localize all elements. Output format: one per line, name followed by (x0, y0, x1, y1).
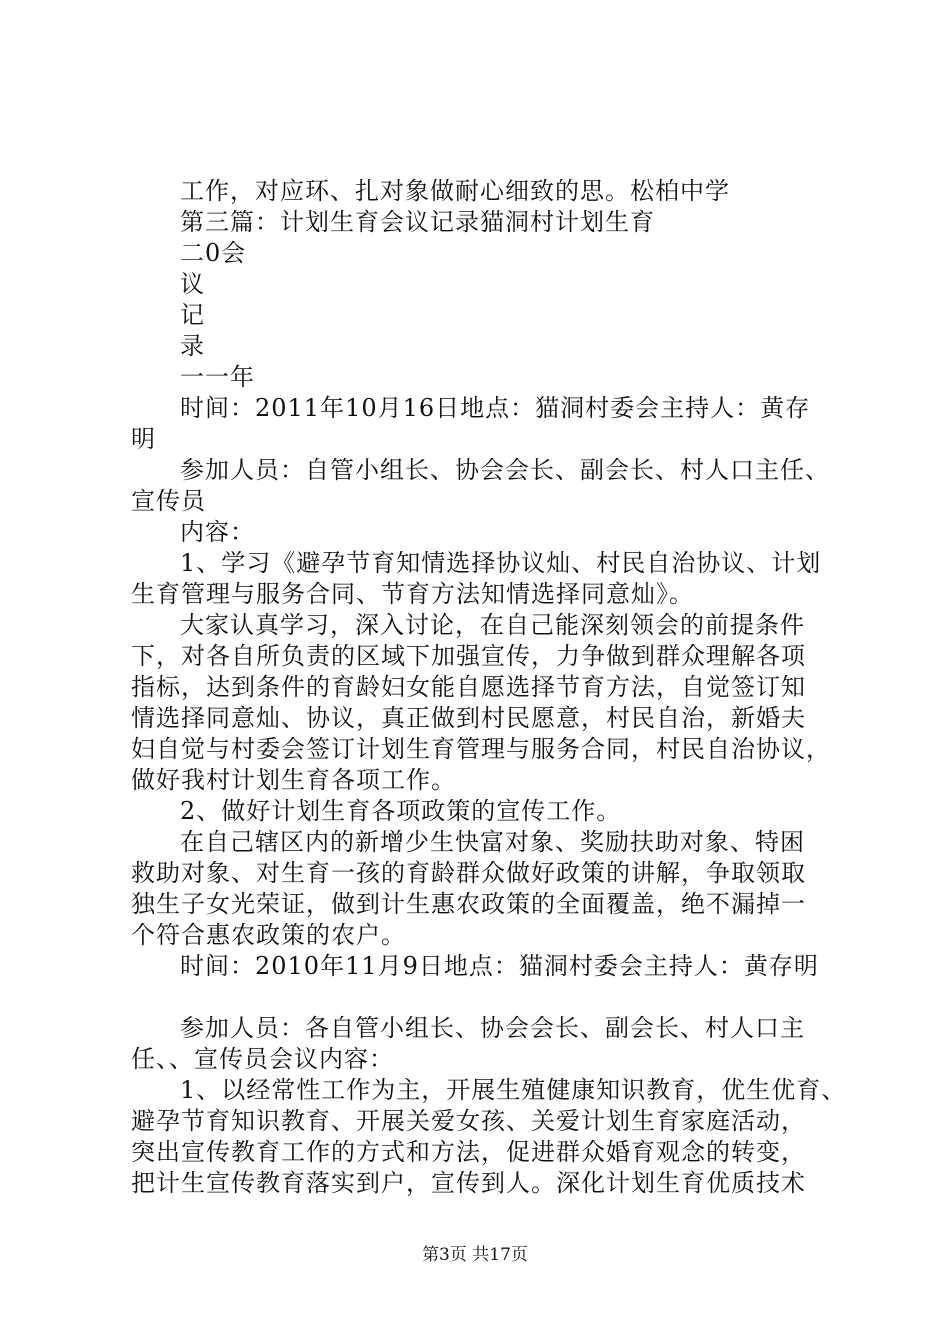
text-line: 明 (131, 425, 156, 453)
attendees-line: 参加人员：各自管小组长、协会会长、副会长、村人口主 (180, 1014, 805, 1042)
text-line: 二0会 (180, 239, 247, 267)
text-line: 大家认真学习，深入讨论，在自己能深刻领会的前提条件 (180, 611, 805, 639)
text-line: 把计生宣传教育落实到户，宣传到人。深化计划生育优质技术 (131, 1169, 806, 1197)
meeting-time-line: 时间：2011年10月16日地点：猫洞村委会主持人：黄存 (180, 394, 811, 422)
text-line: 个符合惠农政策的农户。 (131, 921, 406, 949)
text-line: 独生子女光荣证，做到计生惠农政策的全面覆盖，绝不漏掉一 (131, 890, 806, 918)
text-line: 下，对各自所负责的区域下加强宣传，力争做到群众理解各项 (131, 642, 806, 670)
text-line: 指标，达到条件的育龄妇女能自愿选择节育方法，自觉签订知 (131, 673, 806, 701)
text-line: 2、做好计划生育各项政策的宣传工作。 (180, 797, 622, 825)
text-line: 生育管理与服务合同、节育方法知情选择同意灿》。 (131, 580, 694, 608)
text-line: 一一年 (180, 363, 255, 391)
text-line: 救助对象、对生育一孩的育龄群众做好政策的讲解，争取领取 (131, 859, 806, 887)
text-line: 第三篇：计划生育会议记录猫洞村计划生育 (180, 208, 655, 236)
text-line: 在自己辖区内的新增少生快富对象、奖励扶助对象、特困 (180, 828, 805, 856)
text-line: 工作，对应环、扎对象做耐心细致的思。松柏中学 (180, 177, 730, 205)
text-line: 妇自觉与村委会签订计划生育管理与服务合同，村民自治协议， (131, 735, 831, 763)
content-label: 内容： (180, 518, 255, 546)
meeting-time-line: 时间：2010年11月9日地点：猫洞村委会主持人：黄存明 (180, 952, 819, 980)
text-line: 录 (180, 332, 205, 360)
text-line: 避孕节育知识教育、开展关爱女孩、关爱计划生育家庭活动， (131, 1107, 806, 1135)
text-line: 记 (180, 301, 205, 329)
text-line: 1、学习《避孕节育知情选择协议灿、村民自治协议、计划 (180, 549, 822, 577)
text-line: 情选择同意灿、协议，真正做到村民愿意，村民自治，新婚夫 (131, 704, 806, 732)
text-line: 宣传员 (131, 487, 206, 515)
text-line: 做好我村计划生育各项工作。 (131, 766, 456, 794)
page-footer: 第3页 共17页 (422, 1245, 528, 1265)
text-line: 1、以经常性工作为主，开展生殖健康知识教育，优生优育、 (180, 1076, 847, 1104)
text-line: 突出宣传教育工作的方式和方法，促进群众婚育观念的转变， (131, 1138, 806, 1166)
text-line: 任、、宣传员会议内容： (131, 1045, 394, 1073)
text-line: 议 (180, 270, 205, 298)
attendees-line: 参加人员：自管小组长、协会会长、副会长、村人口主任、 (180, 456, 830, 484)
